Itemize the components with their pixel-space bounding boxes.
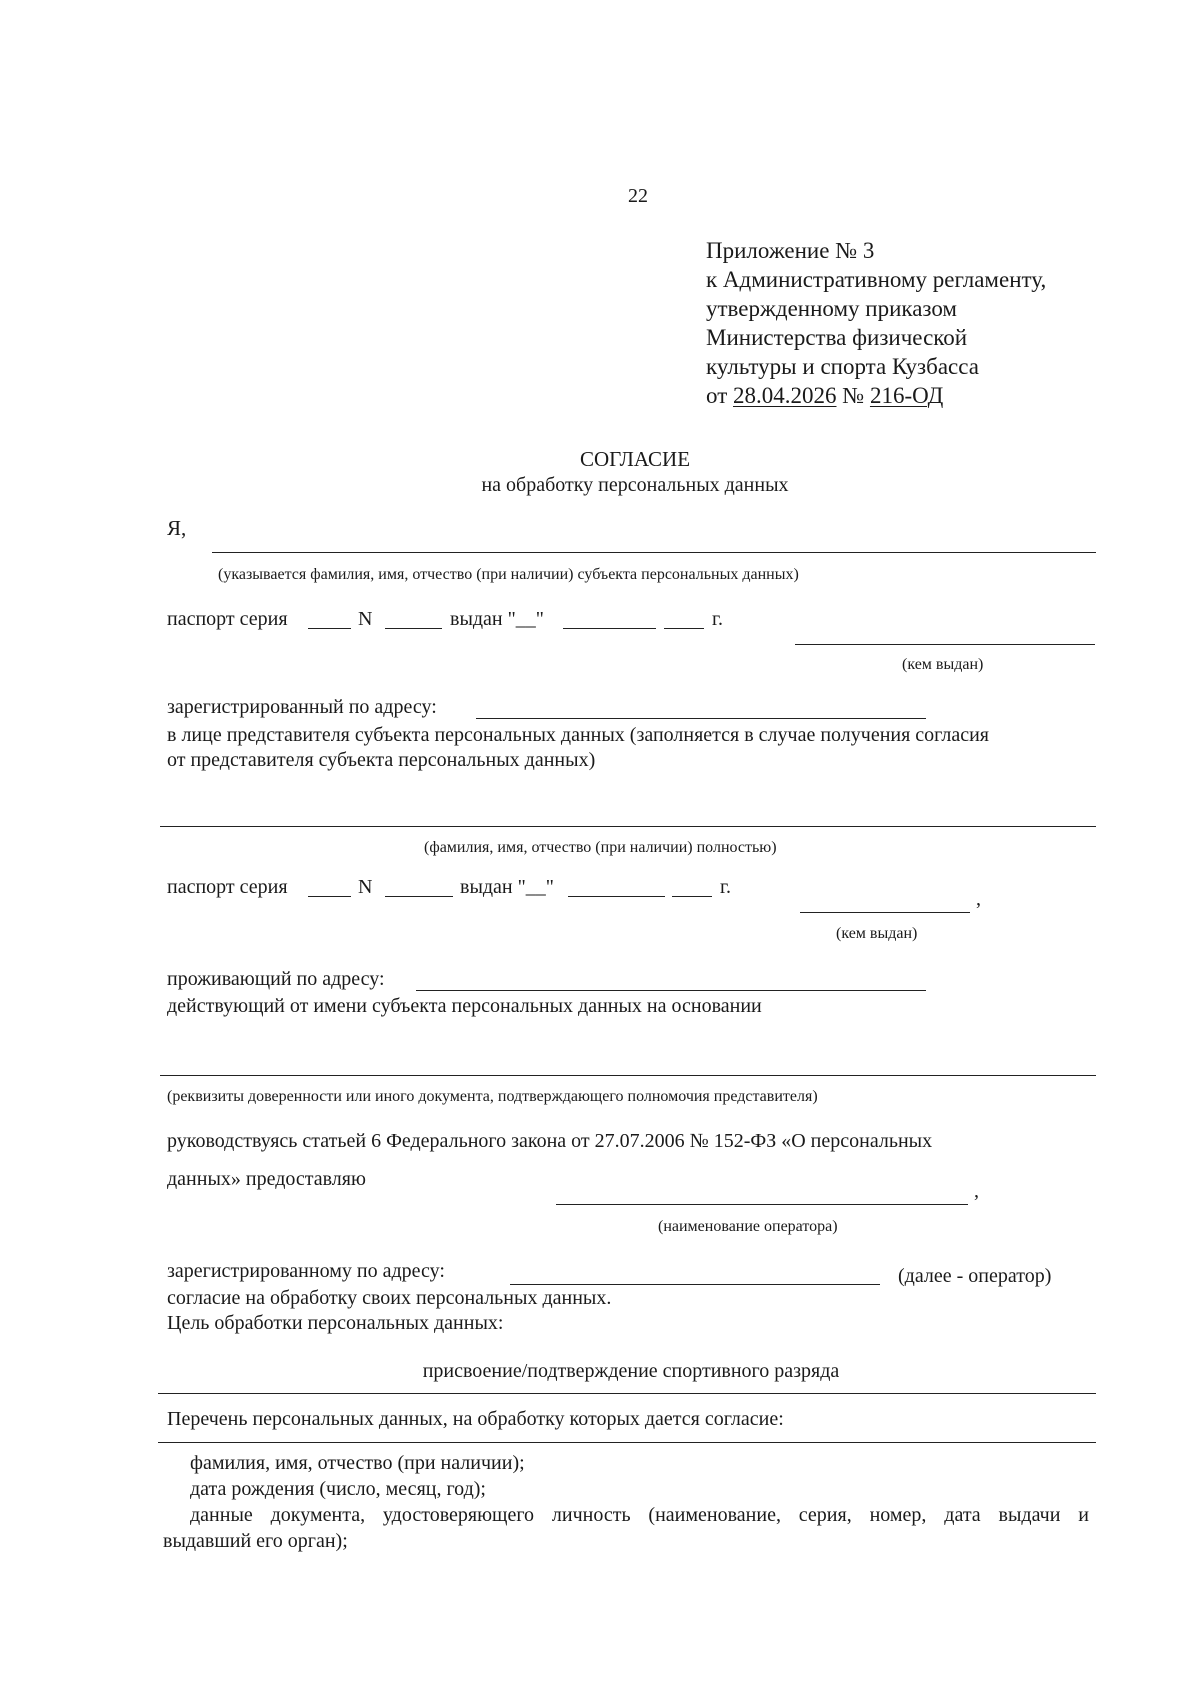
subject-fio-caption: (указывается фамилия, имя, отчество (при наличии) субъекта персональных данных) xyxy=(218,566,799,583)
i-label: Я, xyxy=(167,516,187,540)
passport-year-field[interactable] xyxy=(664,628,704,629)
passport-number-field[interactable] xyxy=(385,628,442,629)
appendix-line-3: утвержденному приказом xyxy=(706,296,957,321)
representative-fio-field[interactable] xyxy=(160,826,1096,827)
list-item-3-line-1: данные документа, удостоверяющего личность (наименование, серия, номер, дата выдачи и xyxy=(190,1504,1089,1526)
passport-month-field[interactable] xyxy=(563,628,656,629)
representative-fio-caption: (фамилия, имя, отчество (при наличии) полностью) xyxy=(424,839,777,856)
order-number: 216-ОД xyxy=(869,383,944,408)
purpose-label: Цель обработки персональных данных: xyxy=(167,1312,504,1334)
operator-name-field[interactable] xyxy=(556,1204,968,1205)
rep-address-field[interactable] xyxy=(416,990,926,991)
passport-issued-label: выдан "__" xyxy=(450,608,544,630)
rep-passport-n-label: N xyxy=(358,876,373,898)
registered-address-field[interactable] xyxy=(476,718,926,719)
registered-address-label: зарегистрированный по адресу: xyxy=(167,696,437,718)
rep-passport-year-label: г. xyxy=(720,876,731,898)
appendix-line-4: Министерства физической xyxy=(706,325,968,350)
list-underline xyxy=(158,1442,1096,1443)
document-title: СОГЛАСИЕ xyxy=(579,447,691,471)
rep-document-field[interactable] xyxy=(160,1075,1096,1076)
rep-passport-year-field[interactable] xyxy=(672,896,712,897)
issued-by-field[interactable] xyxy=(795,644,1095,645)
list-label: Перечень персональных данных, на обработку которых дается согласие: xyxy=(167,1408,784,1430)
rep-issued-by-caption: (кем выдан) xyxy=(836,925,918,942)
list-item: фамилия, имя, отчество (при наличии); xyxy=(190,1452,525,1474)
page-number: 22 xyxy=(628,185,648,207)
subject-fio-field[interactable] xyxy=(212,552,1096,553)
passport-n-label: N xyxy=(358,608,373,630)
operator-comma: , xyxy=(974,1180,979,1202)
purpose-value: присвоение/подтверждение спортивного разряда xyxy=(422,1360,840,1382)
rep-passport-number-field[interactable] xyxy=(385,896,453,897)
purpose-underline xyxy=(158,1393,1096,1394)
acting-basis-text: действующий от имени субъекта персональных данных на основании xyxy=(167,995,762,1017)
list-item-3-line-2: выдавший его орган); xyxy=(163,1530,348,1552)
appendix-date-line: от 28.04.2026 № 216-ОД xyxy=(706,383,944,408)
law-line-2: данных» предоставляю xyxy=(167,1168,366,1190)
operator-note: (далее - оператор) xyxy=(898,1265,1052,1287)
document-subtitle: на обработку персональных данных xyxy=(481,474,789,496)
operator-address-field[interactable] xyxy=(510,1284,880,1285)
rep-passport-issued-label: выдан "__" xyxy=(460,876,554,898)
list-item: дата рождения (число, месяц, год); xyxy=(190,1478,486,1500)
appendix-line-1: Приложение № 3 xyxy=(706,238,875,263)
operator-name-caption: (наименование оператора) xyxy=(658,1218,838,1235)
consent-line: согласие на обработку своих персональных данных. xyxy=(167,1287,612,1309)
order-date: 28.04.2026 xyxy=(733,383,837,408)
passport-series-label: паспорт серия xyxy=(167,608,288,630)
appendix-line-5: культуры и спорта Кузбасса xyxy=(706,354,979,379)
representative-line-2: от представителя субъекта персональных данных) xyxy=(167,749,596,771)
passport-year-label: г. xyxy=(712,608,723,630)
appendix-line-2: к Административному регламенту, xyxy=(706,267,1047,292)
operator-address-label: зарегистрированному по адресу: xyxy=(167,1260,445,1282)
appendix-block xyxy=(706,236,1046,410)
rep-passport-series-field[interactable] xyxy=(308,896,351,897)
rep-passport-month-field[interactable] xyxy=(568,896,665,897)
rep-issued-by-field[interactable] xyxy=(800,912,970,913)
rep-document-caption: (реквизиты доверенности или иного документа, подтверждающего полномочия представителя) xyxy=(167,1088,818,1105)
law-line-1: руководствуясь статьей 6 Федерального закона от 27.07.2006 № 152-ФЗ «О персональных xyxy=(167,1130,933,1152)
issued-by-caption: (кем выдан) xyxy=(902,656,984,673)
rep-address-label: проживающий по адресу: xyxy=(167,968,385,990)
rep-passport-series-label: паспорт серия xyxy=(167,876,288,898)
representative-line-1: в лице представителя субъекта персональных данных (заполняется в случае получения согласия xyxy=(167,724,990,746)
rep-issued-comma: , xyxy=(976,888,981,910)
passport-series-field[interactable] xyxy=(308,628,351,629)
